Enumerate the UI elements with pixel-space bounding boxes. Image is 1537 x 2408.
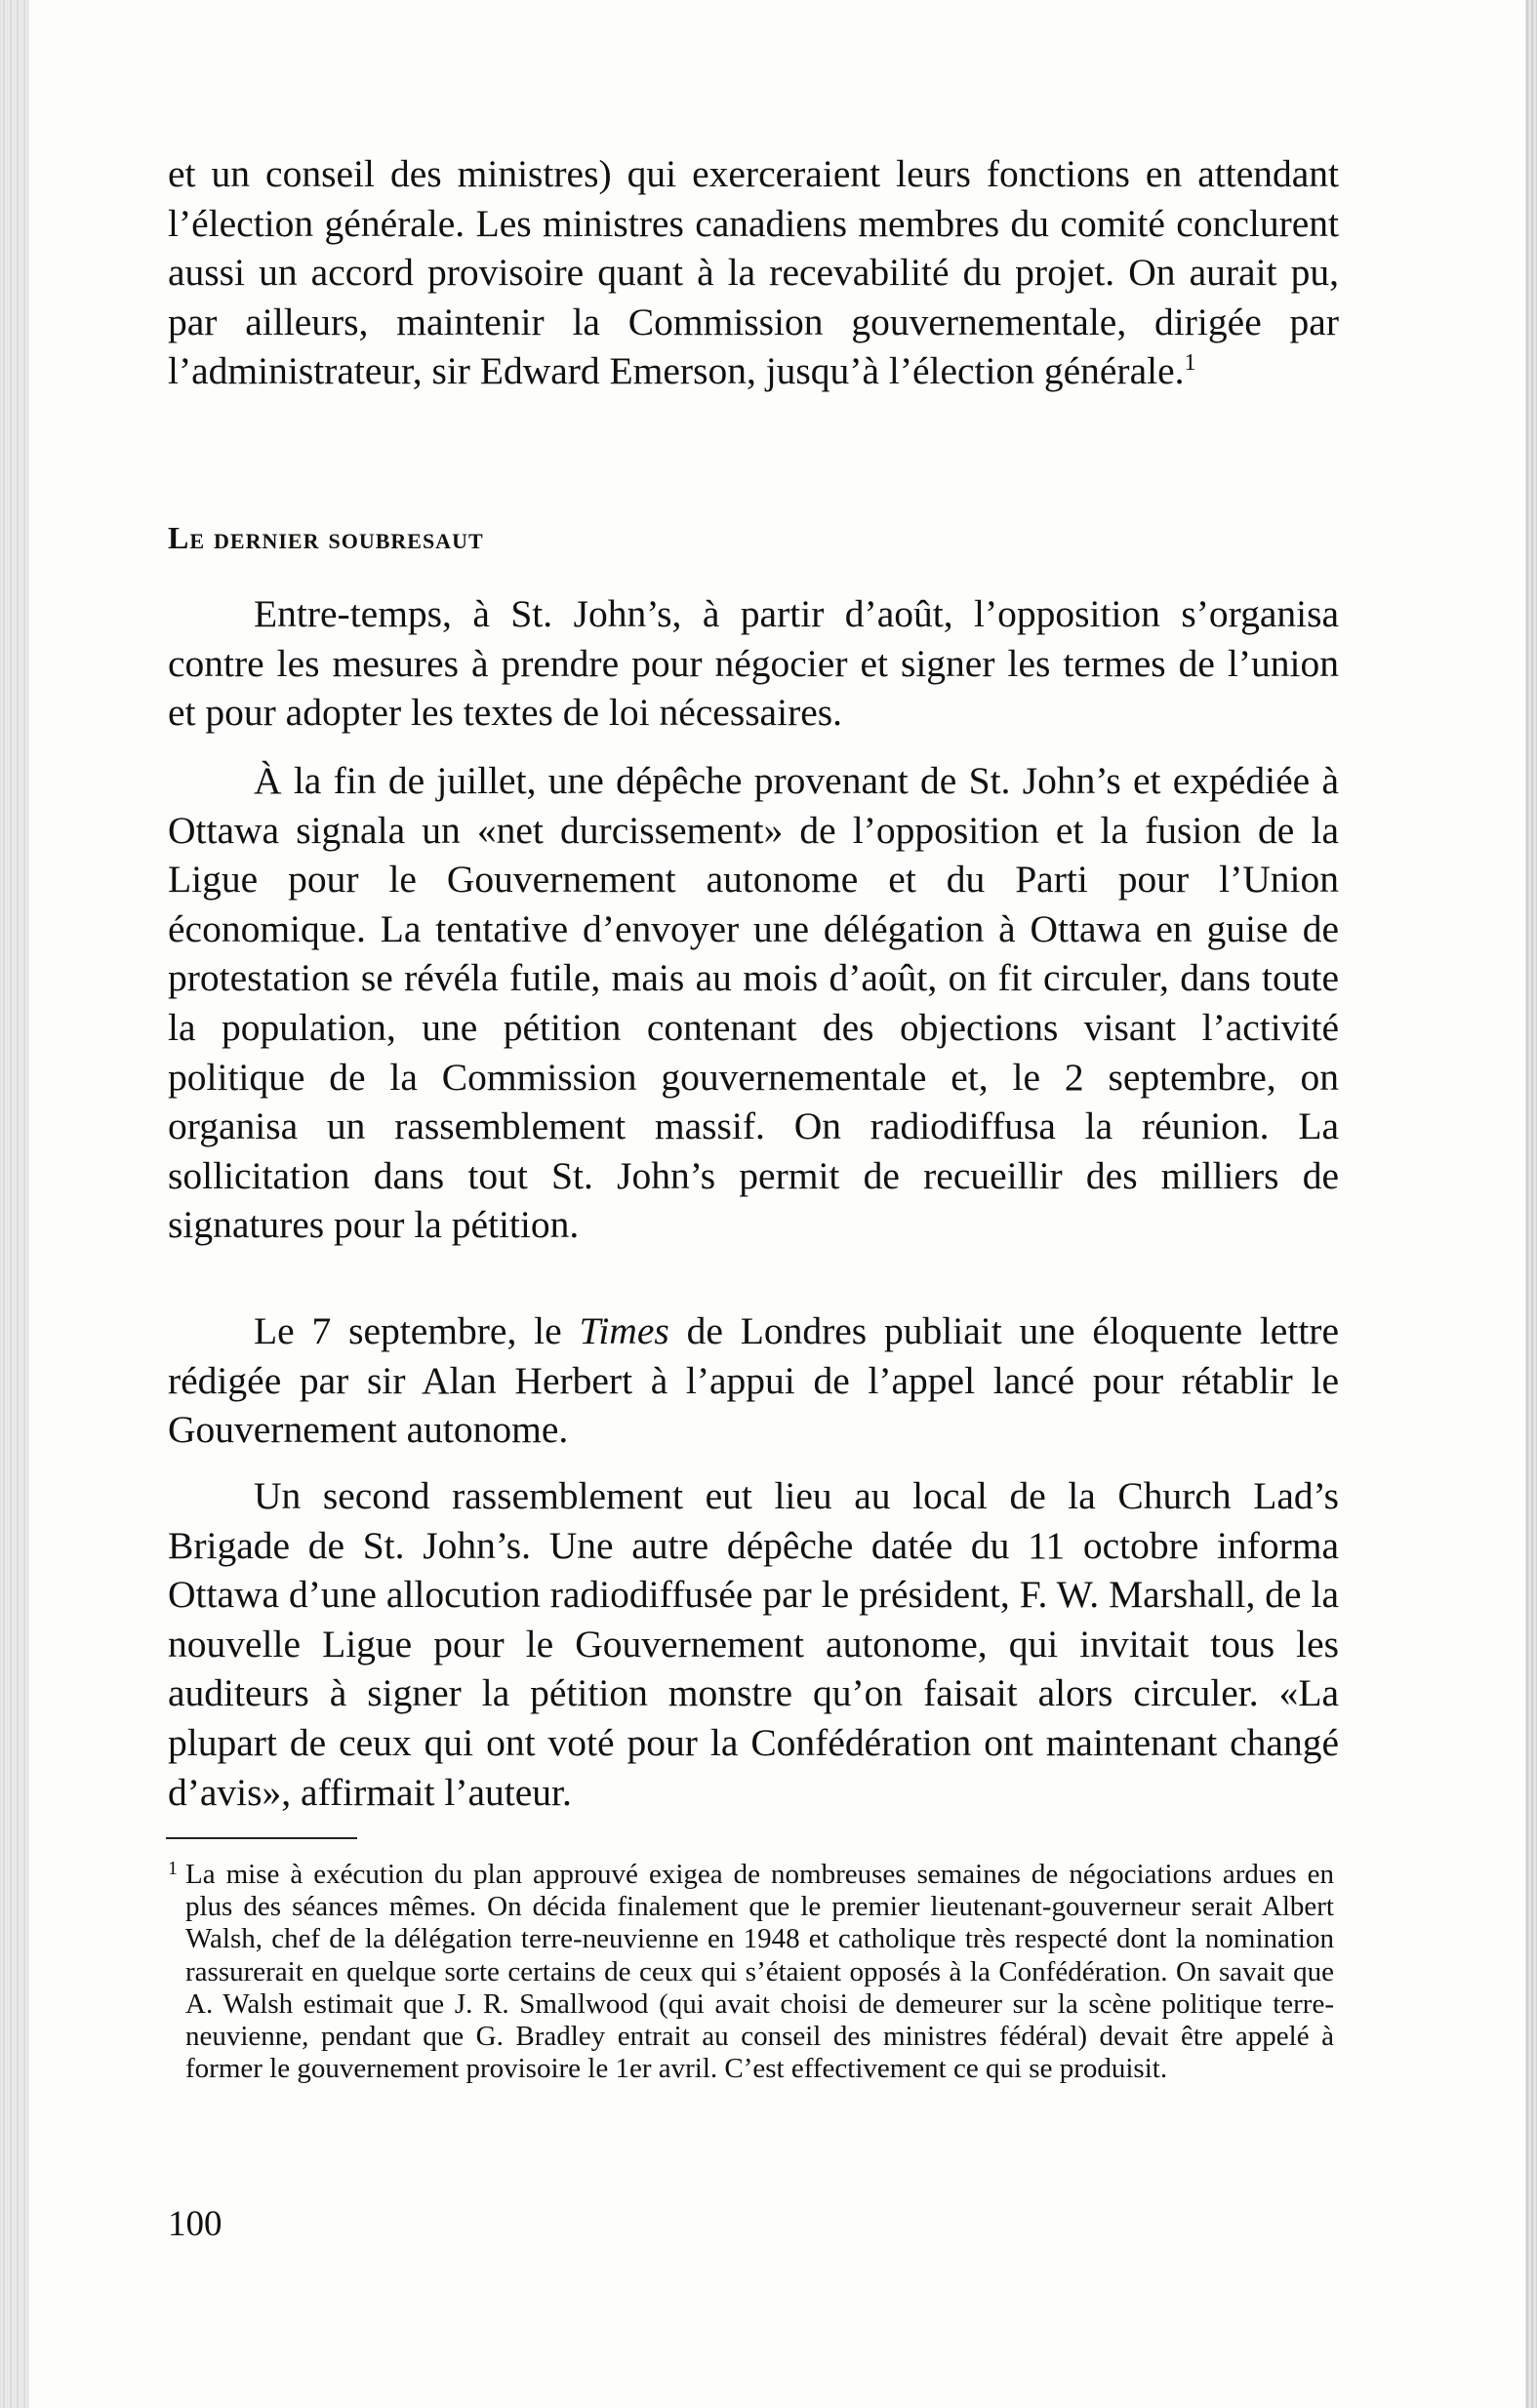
footnote-marker: 1: [168, 1858, 178, 1879]
paragraph-2-text: Entre-temps, à St. John’s, à partir d’août, l’opposition s’organisa contre les mesures à prendre pour négocier et signer les termes de l’union et pour adopter les textes de loi nécessaires.: [168, 592, 1339, 735]
paragraph-juillet: [168, 756, 1339, 1250]
footnote-reference: 1: [1184, 350, 1196, 377]
paragraph-continuation: [168, 149, 1339, 396]
paragraph-3-text: À la fin de juillet, une dépêche provenant de St. John’s et expédiée à Ottawa signala un «net durcissement» de l’opposition et la fusion de la Ligue pour le Gouvernement autonome et du Parti pour l’Union économique. La tentative d’envoyer une délégation à Ottawa en guise de protestation se révéla futile, mais au mois d’août, on fit circuler, dans toute la population, une pétition contenant des objections visant l’activité politique de la Commission gouvernementale et, le 2 septembre, on organisa un rassemblement massif. On radiodiffusa la réunion. La sollicitation dans tout St. John’s permit de recueillir des milliers de signatures pour la pétition.: [168, 759, 1339, 1247]
paragraph-4-text: Un second rassemblement eut lieu au local de la Church Lad’s Brigade de St. John’s. Une autre dépêche datée du 11 octobre informa Ottawa d’une allocution radiodiffusée par le président, F. W. Marshall, de la nouvelle Ligue pour le Gouvernement autonome, qui invitait tous les auditeurs à signer la pétition monstre qu’on faisait alors circuler. «La plupart de ceux qui ont voté pour la Confédération ont maintenant changé d’avis», affirmait l’auteur.: [168, 1474, 1339, 1814]
paragraph-1-text: et un conseil des ministres) qui exerceraient leurs fonctions en attendant l’élection générale. Les ministres canadiens membres du comité conclurent aussi un accord provisoire quant à la recevabilité du projet. On aurait pu, par ailleurs, maintenir la Commission gouvernementale, dirigée par l’administrateur, sir Edward Emerson, jusqu’à l’élection générale.: [168, 152, 1339, 393]
paragraph-entre-temps: [168, 589, 1339, 738]
scan-left-edge: [0, 0, 29, 2408]
footnote-text: La mise à exécution du plan approuvé exigea de nombreuses semaines de négociations ardues en plus des séances mêmes. On décida finalement que le premier lieutenant-gouverneur serait Albert Walsh, chef de la délégation terre-neuvienne en 1948 et catholique très respecté dont la nomination rassurerait en quelque sorte certains de ceux qui s’étaient opposés à la Confédération. On savait que A. Walsh estimait que J. R. Smallwood (qui avait choisi de demeurer sur la scène politique terre-neuvienne, pendant que G. Bradley entrait au conseil des ministres fédéral) devait être appelé à former le gouvernement provisoire le 1er avril. C’est effectivement ce qui se produisit.: [185, 1859, 1334, 2085]
page-number: 100: [168, 2204, 222, 2244]
section-heading: Le dernier soubresaut: [168, 520, 484, 555]
times-before: Le 7 septembre, le: [254, 1309, 580, 1352]
footnote-rule: [166, 1837, 357, 1839]
paragraph-second-rassemblement: [168, 1471, 1339, 1817]
times-after: de Londres publiait une éloquente lettre rédigée par sir Alan Herbert à l’appui de l’appel lancé pour rétablir le Gouvernement autonome.: [168, 1309, 1339, 1452]
times-italic: Times: [579, 1309, 669, 1352]
paragraph-times: [168, 1306, 1339, 1455]
footnote: [168, 1859, 1334, 2085]
scan-right-edge: [1525, 0, 1537, 2408]
